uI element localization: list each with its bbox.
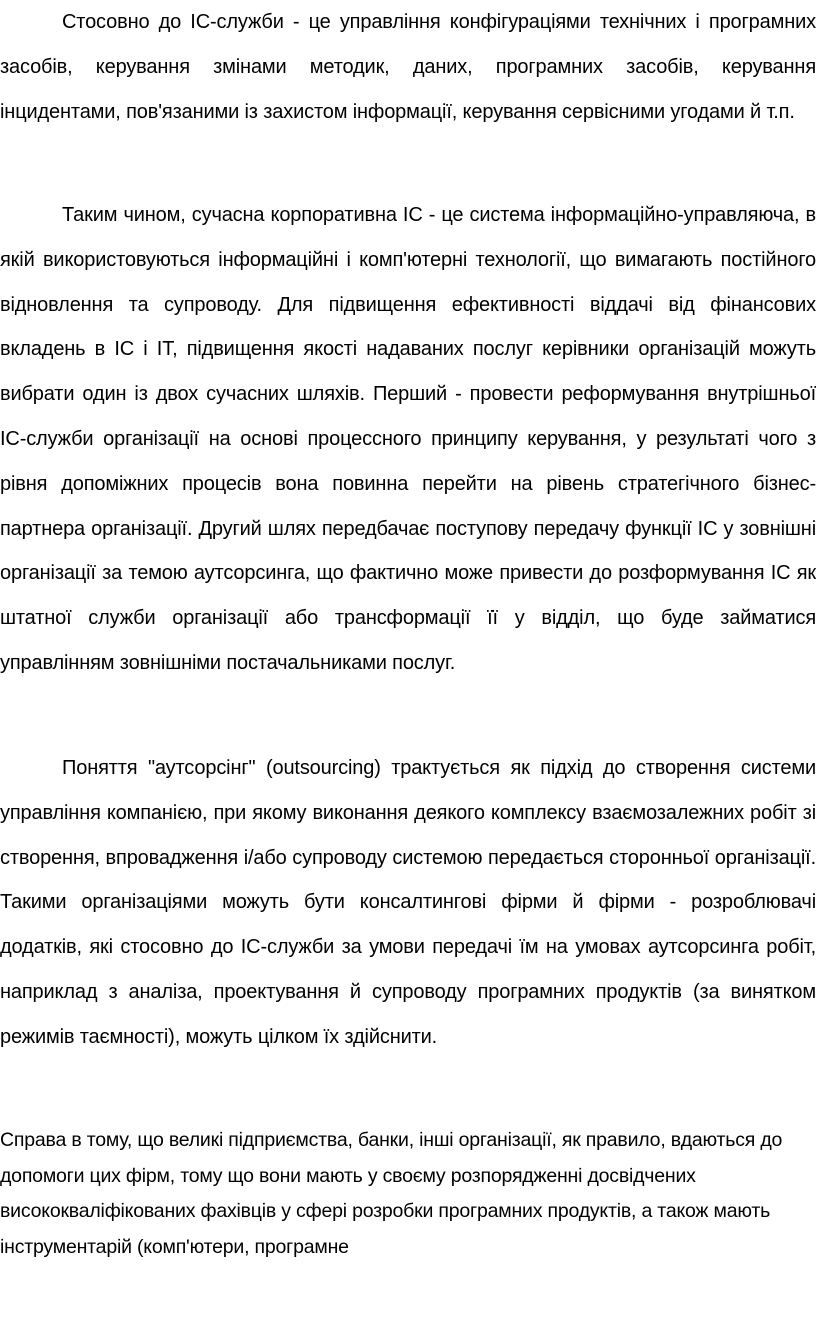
paragraph-large-enterprises: Справа в тому, що великі підприємства, банки, інші організації, як правило, вдаються до допомоги цих фірм, тому що вони мають у своєму розпорядженні досвідчених висококваліфікованих фахівців у сфері розробки програмних продуктів, а також мають інструментарій (комп'ютери, програмне <box>0 1129 783 1258</box>
paragraph-is-service: Стосовно до ІС-служби - це управління конфігураціями технічних і програмних засобів, керування змінами методик, даних, програмних засобів, керування інцидентами, пов'язаними із захистом інформації, керування сервісними угодами й т.п. <box>0 11 816 123</box>
paragraph-corporate-is: Таким чином, сучасна корпоративна ІС - це система інформаційно-управляюча, в якій використовуються інформаційні і комп'ютерні технології, що вимагають постійного відновлення та супроводу. Для підвищення ефективності віддачі від фінансових вкладень в ІС і ІТ, підвищення якості надаваних послуг керівники організацій можуть вибрати один із двох сучасних шляхів. Перший - провести реформування внутрішньої ІС-служби організації на основі процессного принципу керування, у результаті чого з рівня допоміжних процесів вона повинна перейти на рівень стратегічного бізнес- партнера організації. Другий шлях передбачає поступову передачу функції ІС у зовнішні організації за темою аутсорсинга, що фактично може привести до розформування ІС як штатної служби організації або трансформації її у відділ, що буде займатися управлінням зовнішніми постачальниками послуг. <box>0 204 816 674</box>
paragraph-outsourcing-definition: Поняття "аутсорсінг" (outsourcing) трактується як підхід до створення системи управління компанією, при якому виконання деякого комплексу взаємозалежних робіт зі створення, впровадження і/або супроводу системою передається сторонньої організації. Такими організаціями можуть бути консалтингові фірми й фірми - розроблювачі додатків, які стосовно до ІС-служби за умови передачі їм на умовах аутсорсинга робіт, наприклад з аналіза, проектування й супроводу програмних продуктів (за винятком режимів таємності), можуть цілком їх здійснити. <box>0 757 816 1048</box>
